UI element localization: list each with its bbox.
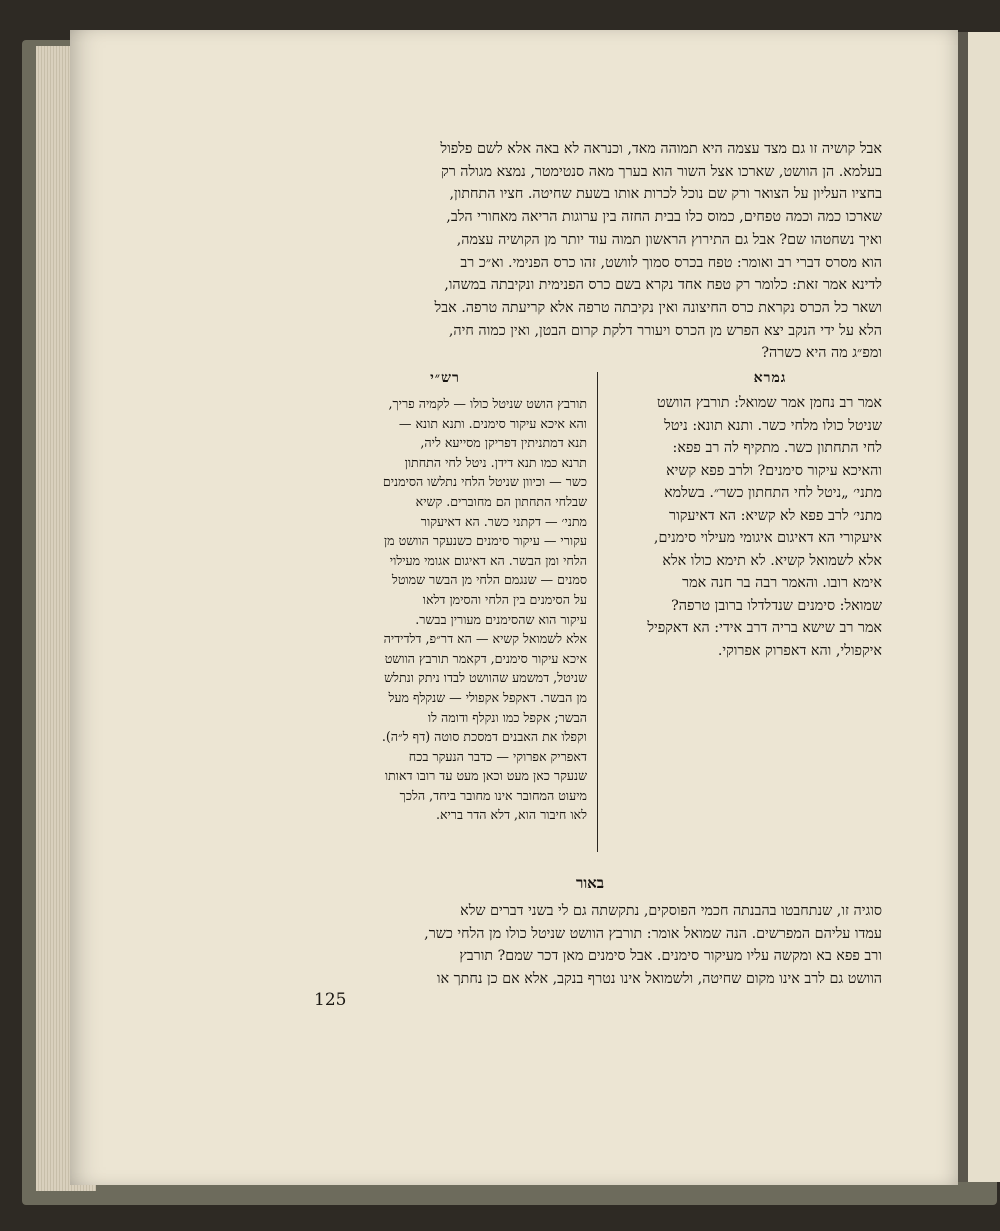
gemara-line: מתני׳ לרב פפא לא קשיא: הא דאיעקור — [669, 507, 882, 524]
facing-page-edge — [958, 32, 1000, 1182]
rashi-line: עיקור הוא שהסימנים מעורין בבשר. — [415, 611, 587, 627]
rashi-line: והא איכא עיקור סימנים. ותנא תונא — — [398, 415, 587, 431]
rashi-column — [315, 394, 587, 825]
rashi-line: וקפלו את האבנים דמסכת סוטה (דף ל״ה). — [381, 729, 587, 745]
gemara-line: שניטל כולו מלחי כשר. ותנא תונא: ניטל — [664, 417, 882, 434]
rashi-line: הלחי ומן הבשר. הא דאיגום אגומי מעילוי — [389, 552, 587, 568]
gemara-line: אמר רב נחמן אמר שמואל: תורבץ הוושט — [657, 395, 882, 411]
biur-line: עמדו עליהם המפרשים. הנה שמואל אומר: תורבץ הוושט שניטל כולו מן הלחי כשר, — [424, 925, 882, 942]
intro-line: בעלמא. הן הוושט, שארכו אצל השור הוא בערך מאה סנטימטר, נמצא מגולה רק — [441, 163, 882, 180]
rashi-line: אלא לשמואל קשיא — הא דר״פ, דלדידיה — [383, 631, 587, 647]
biur-line: הוושט גם לרב אינו מקום שחיטה, ולשמואל אינו נטרף בנקב, אלא אם כן נחתך או — [436, 971, 882, 988]
gemara-line: איקפולי, והא דאפרוק אפרוקי. — [717, 642, 882, 659]
gemara-line: שמואל: סימנים שנדלדלו ברובן טרפה? — [671, 597, 882, 614]
intro-line: הוא מסרס דברי רב ואומר: טפח בכרס סמוך לוושט, זהו כרס הפנימי. וא״כ רב — [460, 254, 882, 271]
rashi-line: מן הבשר. דאקפל אקפולי — שנקלף מעל — [388, 689, 587, 705]
gemara-heading: גמרא — [753, 370, 787, 386]
intro-line: ושאר כל הכרס נקראת כרס החיצונה ואין נקיבתה טרפה אלא קריעתה טרפה. אבל — [434, 299, 882, 316]
rashi-line: עקורי — עיקור סימנים כשנעקר הוושט מן — [383, 533, 587, 549]
rashi-line: תרנא כמו תנא דידן. ניטל לחי התחתון — [404, 454, 587, 470]
gemara-line: והאיכא עיקור סימנים? ולרב פפא קשיא — [666, 462, 882, 479]
biur-line: ורב פפא בא ומקשה עליו מעיקור סימנים. אבל סימנים מאן דכר שמם? תורבץ — [459, 948, 882, 965]
page-number: 125 — [314, 990, 347, 1010]
biur-heading: באור — [575, 874, 605, 892]
rashi-line: על הסימנים בין הלחי והסימן דלאו — [422, 591, 587, 607]
biur-line: סוגיה זו, שנתחבטו בהבנתה חכמי הפוסקים, נתקשתה גם לי בשני דברים שלא — [460, 903, 882, 919]
gemara-line: אימא רובו. והאמר רבה בר חנה אמר — [682, 575, 882, 591]
column-divider — [597, 372, 598, 852]
intro-paragraph — [312, 138, 882, 365]
rashi-line: שנעקר כאן מעט וכאן מעט עד רובו דאותו — [384, 768, 587, 784]
intro-line: בחציו העליון על הצואר ורק שם נוכל לכרות אותו בשעת שחיטה. חציו התחתון, — [449, 186, 882, 203]
intro-line: שארכו כמה וכמה טפחים, כמוס כלו בבית החזה בין ערוגות הריאה מאחורי הלב, — [446, 209, 882, 226]
rashi-line: כשר — וכיוון שניטל הלחי נתלשו הסימנים — [382, 474, 587, 490]
rashi-line: מתני׳ — דקתני כשר. הא דאיעקור — [420, 513, 587, 529]
rashi-line: סמנים — שנגמם הלחי מן הבשר שמוטל — [391, 572, 587, 588]
intro-line: ומפ״ג מה היא כשרה? — [761, 345, 882, 362]
gemara-line: אמר רב שישא בריה דרב אידי: הא דאקפיל — [647, 620, 882, 636]
rashi-heading: רש״י — [430, 370, 460, 386]
rashi-line: שניטל, דמשמע שהוושט לבדו ניתק ונתלש — [384, 670, 587, 686]
intro-line: הלא על ידי הנקב יצא הפרש מן הכרס ויעורר דלקת קרום הבטן, ואין כמוה חיה, — [448, 322, 882, 339]
intro-line: לדינא אמר זאת: כלומר רק טפח אחד נקרא בשם כרס הפנימית ונקיבתה במשהו, — [444, 277, 882, 294]
rashi-line: הבשר; אקפל כמו ונקלף ודומה לו — [427, 709, 587, 725]
intro-line: ואיך נשחטהו שם? אבל גם התירוץ הראשון תמוה עוד יותר מן הקושיה עצמה, — [456, 231, 882, 248]
rashi-line: תורבץ הושט שניטל כולו — לקמיה פריך, — [388, 396, 587, 411]
rashi-line: דאפריק אפרוקי — כדבר הנעקר בכח — [408, 748, 587, 764]
gemara-line: מתני׳ „ניטל לחי התחתון כשר״. בשלמא — [664, 485, 882, 501]
rashi-line: מיעוט המחובר אינו מחובר ביחד, הלכך — [399, 787, 587, 803]
gemara-line: לחי התחתון כשר. מתקיף לה רב פפא: — [672, 440, 882, 456]
gemara-line: איעקורי הא דאיגום איגומי מעילוי סימנים, — [653, 530, 882, 546]
biur-paragraph — [312, 900, 882, 991]
rashi-line: לאו חיבור הוא, דלא הדר בריא. — [435, 807, 587, 823]
rashi-line: איכא עיקור סימנים, דקאמר תורבץ הוושט — [384, 650, 587, 666]
gemara-line: אלא לשמואל קשיא. לא תימא כולו אלא — [662, 552, 882, 569]
rashi-line: שבלחי התחתון הם מחוברים. קשיא — [415, 493, 587, 509]
gemara-column — [602, 392, 882, 662]
rashi-line: תנא דמתניתין דפריקן מסייעא ליה, — [420, 435, 587, 451]
intro-line: אבל קושיה זו גם מצד עצמה היא תמוהה מאד, וכנראה לא באה אלא לשם פלפול — [440, 141, 882, 157]
